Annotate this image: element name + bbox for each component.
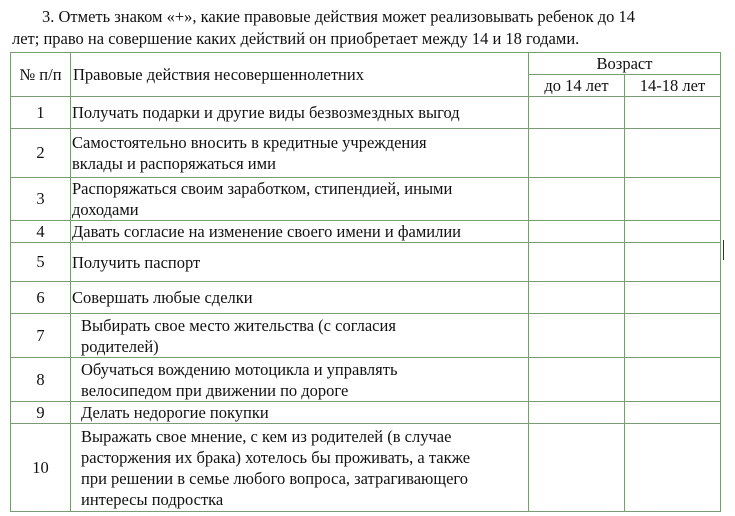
row-action bbox=[71, 282, 529, 314]
row-number: 2 bbox=[11, 129, 71, 178]
row-action-line: Делать недорогие покупки bbox=[81, 403, 269, 422]
answer-cell-under-14[interactable] bbox=[529, 314, 625, 358]
row-number: 10 bbox=[11, 424, 71, 512]
row-action bbox=[71, 97, 529, 129]
row-action-line: Распоряжаться своим заработком, стипендией, иными bbox=[72, 179, 453, 198]
row-action bbox=[71, 358, 529, 402]
table-row bbox=[11, 282, 721, 314]
margin-mark bbox=[723, 240, 724, 260]
answer-cell-14-18[interactable] bbox=[625, 243, 721, 282]
row-number: 5 bbox=[11, 243, 71, 282]
row-action-line: родителей) bbox=[81, 336, 159, 356]
answer-cell-14-18[interactable] bbox=[625, 424, 721, 512]
answer-cell-under-14[interactable] bbox=[529, 129, 625, 178]
row-action-line: Выбирать свое место жительства (с согласия bbox=[81, 315, 396, 335]
row-action-line: Давать согласие на изменение своего имени и фамилии bbox=[72, 222, 462, 241]
answer-cell-14-18[interactable] bbox=[625, 221, 721, 243]
header-age: Возраст bbox=[529, 53, 721, 75]
row-action-line: интересы подростка bbox=[81, 489, 224, 509]
header-action: Правовые действия несовершеннолетних bbox=[71, 53, 529, 97]
table-row bbox=[11, 314, 721, 358]
row-action-line: Обучаться вождению мотоцикла и управлять bbox=[81, 359, 398, 379]
table-row bbox=[11, 178, 721, 221]
task-line-2: лет; право на совершение каких действий он приобретает между 14 и 18 годами. bbox=[12, 29, 580, 48]
row-action bbox=[71, 221, 529, 243]
row-action-line: вклады и распоряжаться ими bbox=[72, 154, 276, 173]
row-number: 4 bbox=[11, 221, 71, 243]
answer-cell-under-14[interactable] bbox=[529, 243, 625, 282]
answer-cell-under-14[interactable] bbox=[529, 282, 625, 314]
answer-cell-14-18[interactable] bbox=[625, 178, 721, 221]
table-row bbox=[11, 221, 721, 243]
answer-cell-under-14[interactable] bbox=[529, 358, 625, 402]
task-line-1: 3. Отметь знаком «+», какие правовые действия может реализовывать ребенок до 14 bbox=[42, 7, 635, 26]
answer-cell-14-18[interactable] bbox=[625, 314, 721, 358]
table-row bbox=[11, 358, 721, 402]
table-row bbox=[11, 97, 721, 129]
row-number: 7 bbox=[11, 314, 71, 358]
answer-cell-14-18[interactable] bbox=[625, 97, 721, 129]
answer-cell-14-18[interactable] bbox=[625, 129, 721, 178]
header-under-14: до 14 лет bbox=[529, 75, 625, 97]
table-row bbox=[11, 402, 721, 424]
task-text bbox=[12, 6, 732, 50]
answer-cell-14-18[interactable] bbox=[625, 282, 721, 314]
row-action-line: Получить паспорт bbox=[72, 252, 201, 272]
row-action-line: доходами bbox=[72, 200, 139, 219]
row-action bbox=[71, 424, 529, 512]
legal-actions-table bbox=[10, 52, 721, 512]
row-action bbox=[71, 178, 529, 221]
answer-cell-under-14[interactable] bbox=[529, 424, 625, 512]
row-action bbox=[71, 243, 529, 282]
row-action bbox=[71, 129, 529, 178]
row-action-line: при решении в семье любого вопроса, затрагивающего bbox=[81, 468, 468, 488]
answer-cell-under-14[interactable] bbox=[529, 97, 625, 129]
answer-cell-14-18[interactable] bbox=[625, 358, 721, 402]
row-number: 6 bbox=[11, 282, 71, 314]
answer-cell-14-18[interactable] bbox=[625, 402, 721, 424]
row-action-line: расторжения их брака) хотелось бы проживать, а также bbox=[81, 447, 471, 467]
row-action bbox=[71, 314, 529, 358]
answer-cell-under-14[interactable] bbox=[529, 221, 625, 243]
row-action-line: Совершать любые сделки bbox=[72, 288, 253, 307]
row-action-line: Выражать свое мнение, с кем из родителей (в случае bbox=[81, 426, 452, 446]
header-num: № п/п bbox=[11, 53, 71, 97]
answer-cell-under-14[interactable] bbox=[529, 178, 625, 221]
table-row bbox=[11, 243, 721, 282]
row-action-line: Получать подарки и другие виды безвозмездных выгод bbox=[72, 103, 460, 122]
row-number: 1 bbox=[11, 97, 71, 129]
table-row bbox=[11, 424, 721, 512]
table-row bbox=[11, 129, 721, 178]
row-number: 9 bbox=[11, 402, 71, 424]
row-action-line: Самостоятельно вносить в кредитные учреждения bbox=[72, 133, 427, 152]
row-number: 3 bbox=[11, 178, 71, 221]
row-action-line: велосипедом при движении по дороге bbox=[81, 380, 349, 400]
answer-cell-under-14[interactable] bbox=[529, 402, 625, 424]
header-14-18: 14-18 лет bbox=[625, 75, 721, 97]
row-action bbox=[71, 402, 529, 424]
header-row-1 bbox=[11, 53, 721, 75]
row-number: 8 bbox=[11, 358, 71, 402]
